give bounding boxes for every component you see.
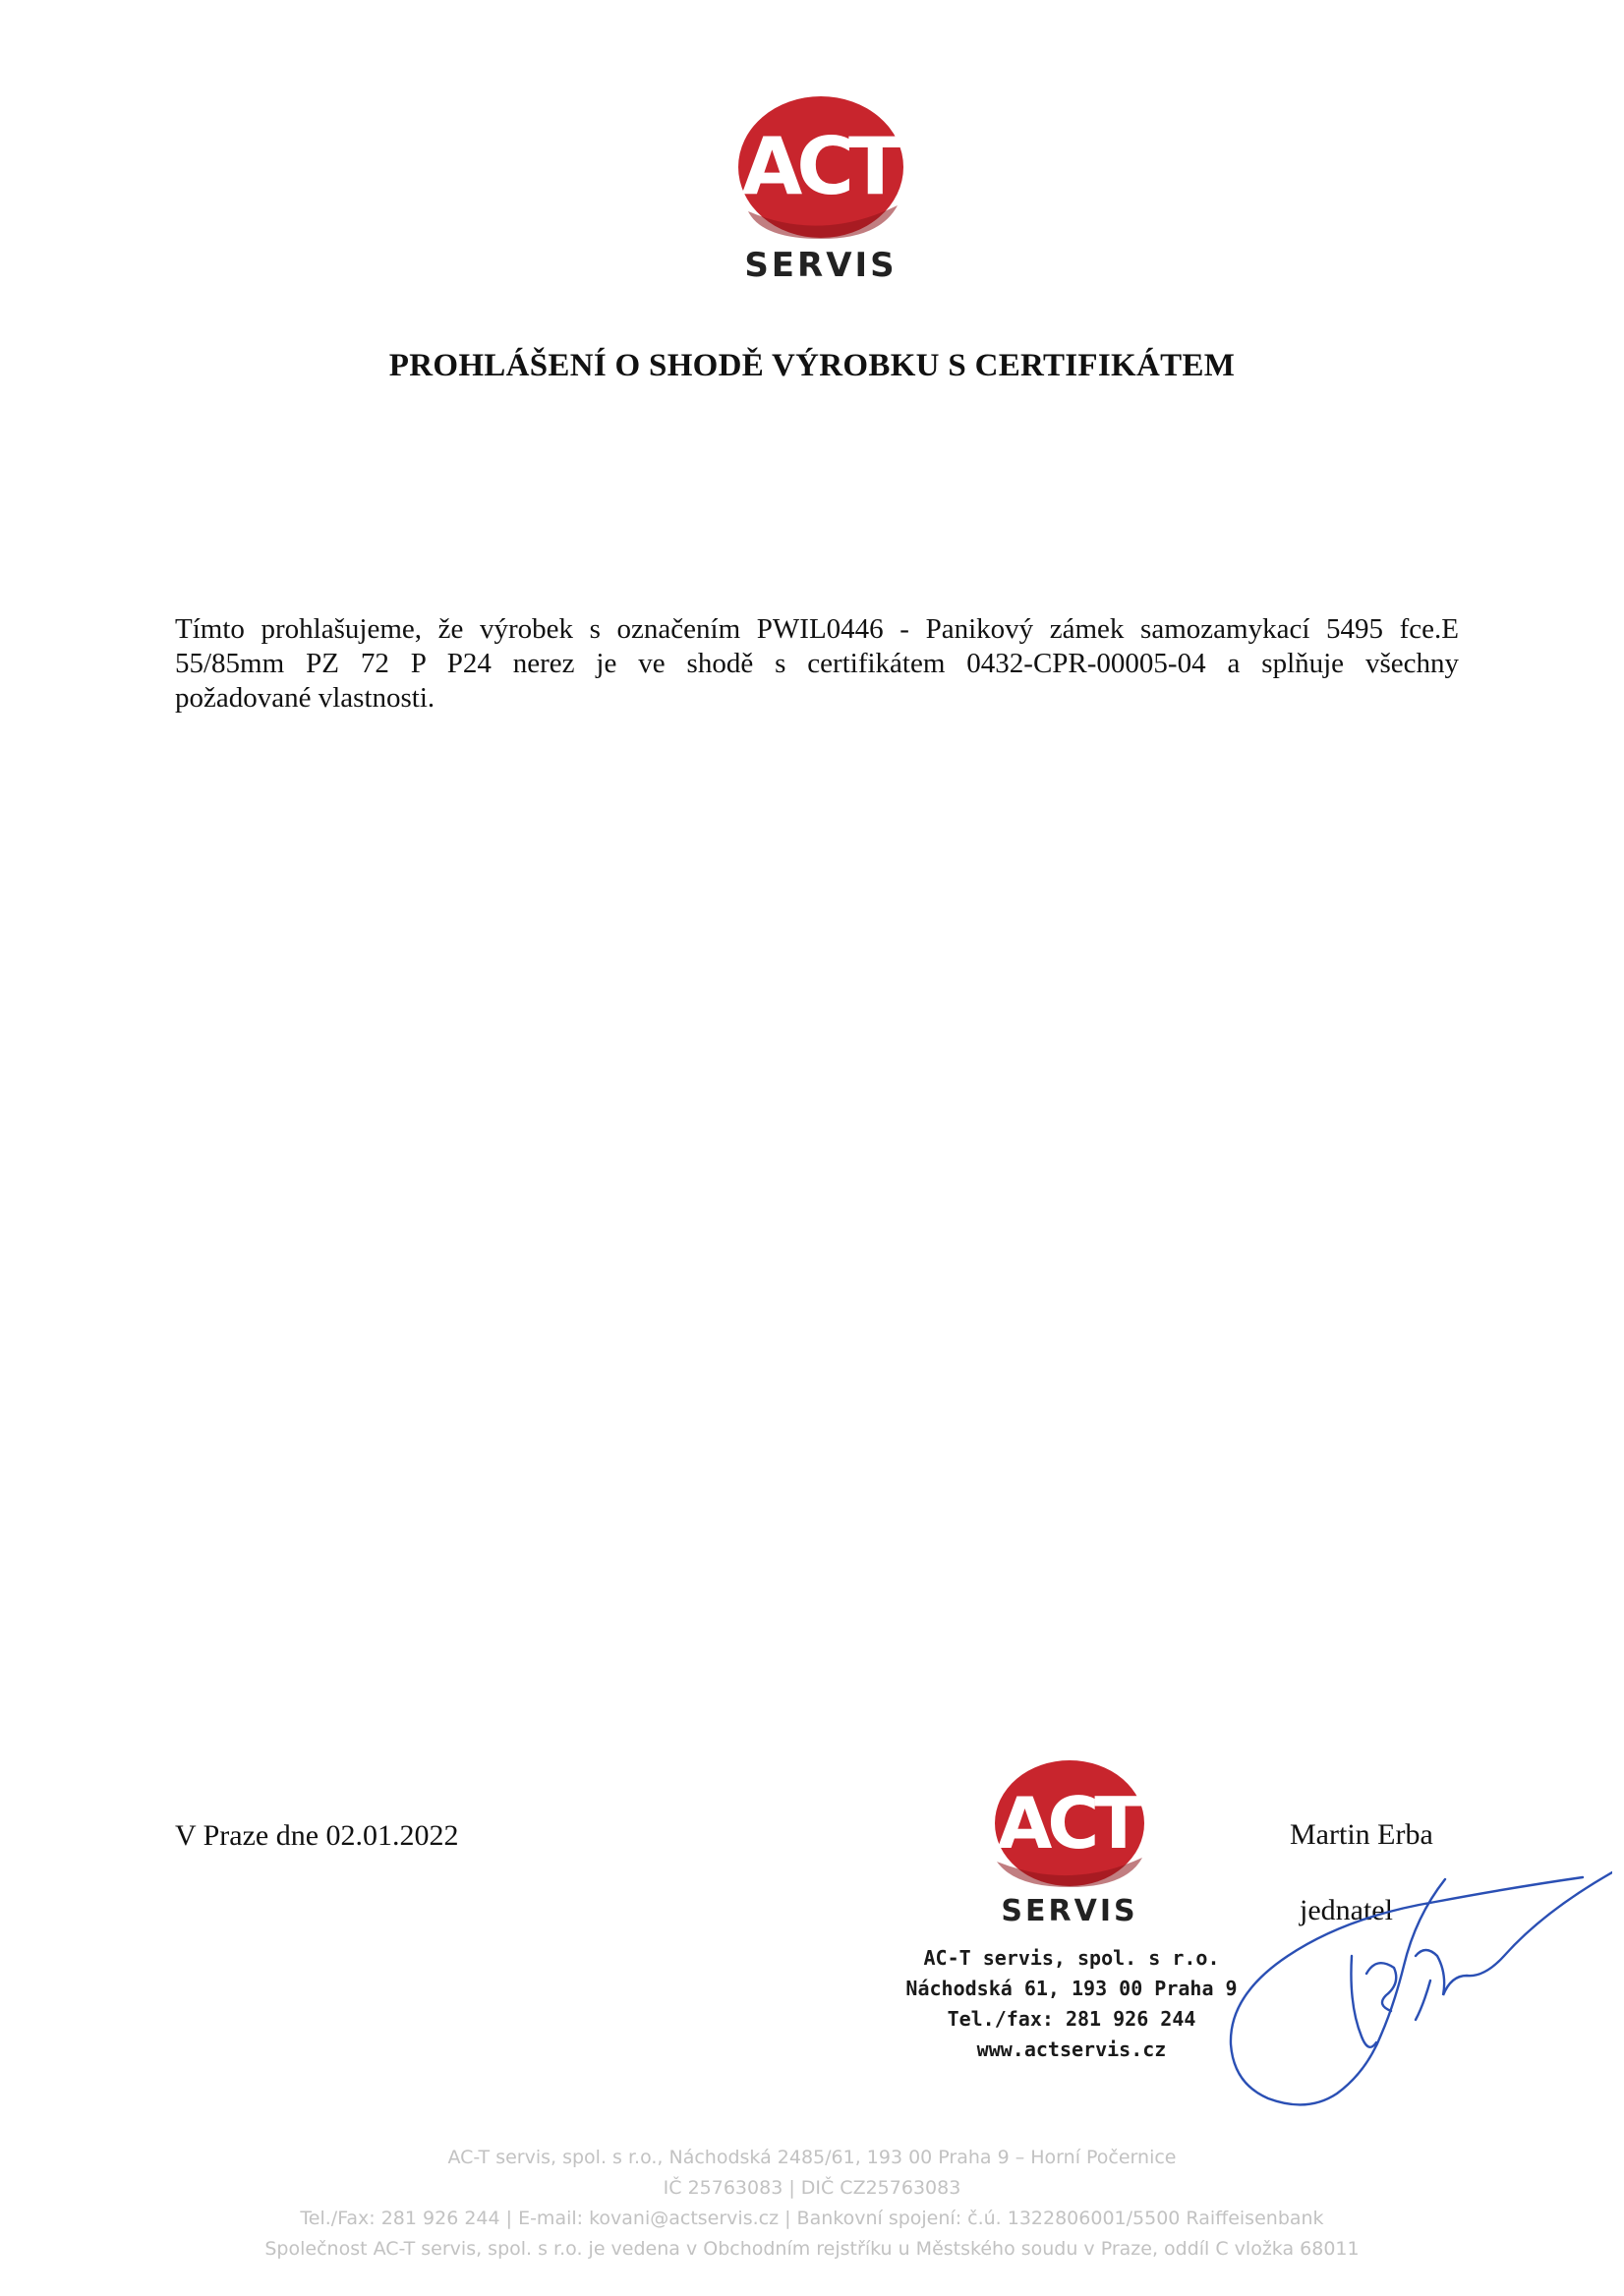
stamp-logo-letters: ACT — [997, 1782, 1138, 1865]
signer-name: Martin Erba — [1290, 1818, 1433, 1851]
document-title: PROHLÁŠENÍ O SHODĚ VÝROBKU S CERTIFIKÁTEM — [388, 348, 1236, 383]
logo-letters: ACT — [741, 121, 897, 212]
logo-wordmark: SERVIS — [744, 246, 898, 282]
declaration-line: 55/85mm PZ 72 P P24 nerez je ve shodě s certifikátem 0432-CPR-00005-04 a splňuje všechny — [175, 648, 1459, 679]
place-and-date: V Praze dne 02.01.2022 — [175, 1819, 459, 1852]
stamp-address: Náchodská 61, 193 00 Praha 9 — [905, 1977, 1238, 2000]
footer-line: AC-T servis, spol. s r.o., Náchodská 2485/61, 193 00 Praha 9 – Horní Počernice — [447, 2147, 1177, 2168]
signer-role: jednatel — [1300, 1894, 1393, 1926]
company-stamp — [865, 1943, 1278, 2065]
stamp-logo-wordmark: SERVIS — [1001, 1894, 1138, 1926]
footer-line: Tel./Fax: 281 926 244 | E-mail: kovani@actservis.cz | Bankovní spojení: č.ú. 1322806001/5500 Raiffeisenbank — [300, 2208, 1324, 2229]
company-footer — [0, 2143, 1624, 2265]
handwritten-signature — [1219, 1808, 1612, 2133]
declaration-line: požadované vlastnosti. — [175, 682, 435, 714]
act-servis-logo — [732, 95, 909, 282]
stamp-phone: Tel./fax: 281 926 244 — [947, 2007, 1196, 2031]
stamp-company: AC-T servis, spol. s r.o. — [923, 1946, 1220, 1970]
stamp-web: www.actservis.cz — [976, 2038, 1167, 2061]
footer-line: IČ 25763083 | DIČ CZ25763083 — [663, 2177, 961, 2199]
declaration-paragraph — [175, 612, 1459, 716]
footer-line: Společnost AC-T servis, spol. s r.o. je vedena v Obchodním rejstříku u Městského soudu v Praze, oddíl C vložka 68011 — [264, 2238, 1360, 2260]
company-stamp-logo — [983, 1759, 1160, 1926]
declaration-line: Tímto prohlašujeme, že výrobek s označením PWIL0446 - Panikový zámek samozamykací 5495 fce.E — [175, 613, 1459, 645]
